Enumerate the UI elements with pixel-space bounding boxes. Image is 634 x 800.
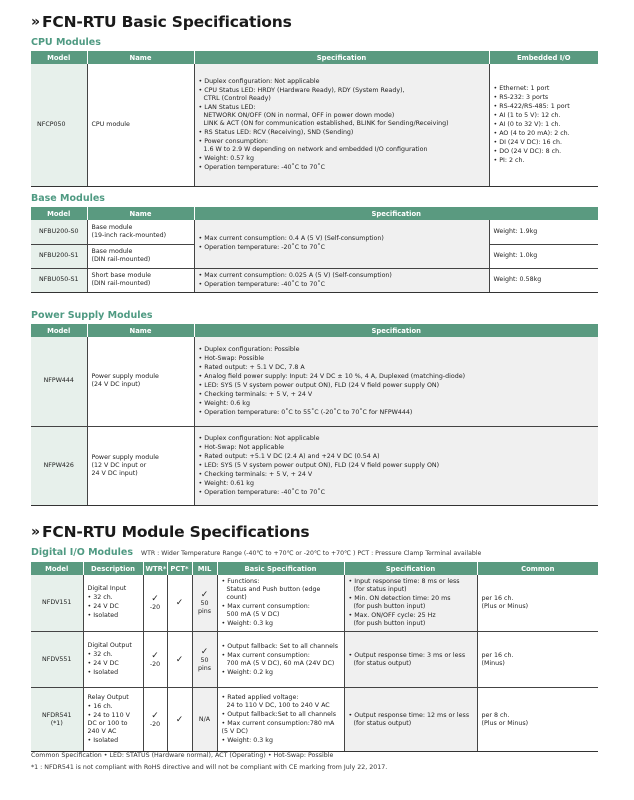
check-icon: ✓ — [151, 650, 159, 661]
col-header: Specification — [194, 324, 598, 337]
col-header: Model — [31, 51, 87, 64]
list-item: • Weight: 0.3 kg — [222, 737, 340, 745]
col-header: Embedded I/O — [489, 51, 598, 64]
table-row — [31, 688, 598, 752]
list-item: • Hot-Swap: Not applicable — [199, 444, 595, 452]
page-title-module: » FCN-RTU Module Specifications — [31, 523, 310, 541]
list-item: • Isolated — [88, 737, 139, 745]
common-specification-note: Common Specification • LED: STATUS (Hardware normal), ACT (Operating) • Hot-Swap: Possible — [31, 752, 334, 759]
wtr-cell: ✓ -20 — [143, 575, 167, 632]
name-cell: CPU module — [87, 64, 194, 186]
wtr-cell: ✓ -20 — [143, 632, 167, 688]
col-header: Description — [83, 562, 143, 575]
table-header-row — [31, 51, 598, 64]
list-item: • Input response time: 8 ms or less (for status input) — [349, 578, 473, 594]
table-header-row — [31, 207, 598, 220]
list-item: • 24 V DC — [88, 603, 139, 611]
check-icon: ✓ — [200, 590, 209, 600]
table-header-row — [31, 324, 598, 337]
col-header: MIL — [192, 562, 217, 575]
weight-cell: Weight: 0.58kg — [489, 268, 598, 292]
list-item: • Duplex configuration: Possible — [199, 346, 595, 354]
common-cell: per 8 ch. (Plus or Minus) — [477, 688, 598, 752]
weight-cell: Weight: 1.0kg — [489, 244, 598, 268]
list-item: • Operation temperature: 0˚C to 55˚C (-20˚C to 70˚C for NFPW444) — [199, 409, 595, 417]
list-item: • 24 to 110 V DC or 100 to 240 V AC — [88, 712, 139, 736]
name-cell: Power supply module (24 V DC input) — [87, 337, 194, 426]
spec-cell — [194, 220, 489, 268]
list-item: • 16 ch. — [88, 703, 139, 711]
table-row — [31, 337, 598, 426]
section-heading-cpu: CPU Modules — [31, 37, 101, 48]
list-item: • Min. ON detection time: 20 ms (for push button input) — [349, 595, 473, 611]
list-item: • Max current consumption: 500 mA (5 V DC) — [222, 603, 340, 619]
list-item: • Rated output: +5.1 V DC (2.4 A) and +24 V DC (0.54 A) — [199, 453, 595, 461]
model-cell: NFBU050-S1 — [31, 268, 87, 292]
section-heading-power: Power Supply Modules — [31, 310, 153, 321]
list-item: • Output fallback: Set to all channels — [222, 643, 340, 651]
name-cell: Short base module (DIN rail-mounted) — [87, 268, 194, 292]
list-item: • RS-232: 3 ports — [494, 94, 595, 102]
name-cell: Power supply module (12 V DC input or 24 V DC input) — [87, 426, 194, 505]
list-item: • Hot-Swap: Possible — [199, 355, 595, 363]
list-item: • Ethernet: 1 port — [494, 85, 595, 93]
table-row — [31, 220, 598, 244]
col-header: Specification — [194, 51, 489, 64]
col-header: PCT* — [167, 562, 192, 575]
mil-cell: ✓ 50 pins — [192, 632, 217, 688]
check-icon: ✓ — [151, 594, 159, 604]
mil-cell: ✓ 50 pins — [192, 575, 217, 632]
list-item: • RS Status LED: RCV (Receiving), SND (Sending) — [199, 129, 485, 137]
base-table — [31, 207, 598, 293]
list-item: • Power consumption: 1.6 W to 2.9 W depending on network and embedded I/O configuration — [199, 138, 485, 154]
spec-cell — [194, 426, 598, 505]
col-header: Specification — [194, 207, 598, 220]
pct-cell — [167, 632, 192, 688]
model-cell: NFDR541 (*1) — [31, 688, 83, 752]
spec-cell — [344, 632, 477, 688]
model-cell: NFPW426 — [31, 426, 87, 505]
list-item: • Weight: 0.2 kg — [222, 669, 340, 677]
list-item: • Weight: 0.61 kg — [199, 480, 595, 488]
weight-cell: Weight: 1.9kg — [489, 220, 598, 244]
spec-cell — [344, 688, 477, 752]
common-cell: per 16 ch. (Minus) — [477, 632, 598, 688]
legend-note: WTR : Wider Temperature Range (-40℃ to +70℃ or -20℃ to +70℃ ) PCT : Pressure Clamp Terminal available — [141, 550, 482, 557]
model-cell: NFDV151 — [31, 575, 83, 632]
list-item: • AI (1 to 5 V): 12 ch. — [494, 112, 595, 120]
list-item: • AI (0 to 32 V): 1 ch. — [494, 121, 595, 129]
list-item: • Max current consumption: 700 mA (5 V DC), 60 mA (24V DC) — [222, 652, 340, 668]
check-icon: ✓ — [175, 598, 184, 608]
col-header: Name — [87, 207, 194, 220]
list-item: • Functions: Status and Push button (edge count) — [222, 578, 340, 602]
table-row — [31, 268, 598, 292]
description-cell: Digital Output • 32 ch. • 24 V DC • Isolated — [83, 632, 143, 688]
embedded-io-cell — [489, 64, 598, 186]
list-item: • Output response time: 3 ms or less (for status output) — [349, 652, 473, 668]
wtr-cell: ✓ -20 — [143, 688, 167, 752]
list-item: • AO (4 to 20 mA): 2 ch. — [494, 130, 595, 138]
list-item: • Max current consumption: 0.4 A (5 V) (Self-consumption) — [199, 235, 485, 243]
page-title-basic: » FCN-RTU Basic Specifications — [31, 13, 292, 31]
spec-cell — [194, 268, 489, 292]
model-cell: NFBU200-S0 — [31, 220, 87, 244]
list-item: • Operation temperature: -40˚C to 70˚C — [199, 281, 485, 289]
list-item: • CPU Status LED: HRDY (Hardware Ready), RDY (System Ready), CTRL (Control Ready) — [199, 87, 485, 103]
list-item: • DI (24 V DC): 16 ch. — [494, 139, 595, 147]
list-item: • DO (24 V DC): 8 ch. — [494, 148, 595, 156]
basic-spec-cell — [217, 688, 344, 752]
cpu-table — [31, 51, 598, 187]
list-item: • Rated output: + 5.1 V DC, 7.8 A — [199, 364, 595, 372]
list-item: • Output response time: 12 ms or less (for status output) — [349, 712, 473, 728]
list-item: • Max. ON/OFF cycle: 25 Hz (for push button input) — [349, 612, 473, 628]
list-item: • LED: SYS (5 V system power output ON), FLD (24 V field power supply ON) — [199, 462, 595, 470]
col-header: Name — [87, 51, 194, 64]
list-item: • LED: SYS (5 V system power output ON), FLD (24 V field power supply ON) — [199, 382, 595, 390]
list-item: • Analog field power supply: Input: 24 V DC ± 10 %, 4 A, Duplexed (matching-diode) — [199, 373, 595, 381]
col-header: Common — [477, 562, 598, 575]
col-header: Basic Specification — [217, 562, 344, 575]
pct-cell — [167, 688, 192, 752]
pct-cell — [167, 575, 192, 632]
table-row — [31, 575, 598, 632]
spec-cell — [344, 575, 477, 632]
list-item: • Operation temperature: -40˚C to 70˚C — [199, 489, 595, 497]
list-item: • Checking terminals: + 5 V, + 24 V — [199, 391, 595, 399]
table-header-row — [31, 562, 598, 575]
table-row — [31, 426, 598, 505]
list-item: • Isolated — [88, 669, 139, 677]
double-chevron-icon: » — [31, 14, 37, 30]
list-item: • Rated applied voltage: 24 to 110 V DC, 100 to 240 V AC — [222, 694, 340, 710]
model-cell: NFPW444 — [31, 337, 87, 426]
double-chevron-icon: » — [31, 524, 37, 540]
model-cell: NFCP050 — [31, 64, 87, 186]
spec-cell — [194, 64, 489, 186]
check-icon: ✓ — [200, 646, 209, 657]
list-item: • Max current consumption:780 mA (5 V DC) — [222, 720, 340, 736]
list-item: • Weight: 0.3 kg — [222, 620, 340, 628]
name-cell: Base module (DIN rail-mounted) — [87, 244, 194, 268]
check-icon: ✓ — [175, 654, 184, 665]
list-item: • 32 ch. — [88, 651, 139, 659]
check-icon: ✓ — [175, 714, 184, 725]
name-cell: Base module (19-inch rack-mounted) — [87, 220, 194, 244]
table-row — [31, 64, 598, 186]
list-item: • Weight: 0.57 kg — [199, 155, 485, 163]
footnote: *1 : NFDR541 is not compliant with RoHS directive and will not be compliant with CE marking from July 22, 2017. — [31, 764, 388, 771]
section-heading-base: Base Modules — [31, 193, 105, 204]
model-cell: NFBU200-S1 — [31, 244, 87, 268]
list-item: • RS-422/RS-485: 1 port — [494, 103, 595, 111]
col-header: Model — [31, 324, 87, 337]
basic-spec-cell — [217, 632, 344, 688]
col-header: Name — [87, 324, 194, 337]
common-cell: per 16 ch. (Plus or Minus) — [477, 575, 598, 632]
col-header: WTR* — [143, 562, 167, 575]
mil-cell: N/A — [192, 688, 217, 752]
model-cell: NFDV551 — [31, 632, 83, 688]
list-item: • Isolated — [88, 612, 139, 620]
description-cell: Digital Input • 32 ch. • 24 V DC • Isolated — [83, 575, 143, 632]
power-table — [31, 324, 598, 506]
list-item: • Operation temperature: -40˚C to 70˚C — [199, 164, 485, 172]
table-row — [31, 632, 598, 688]
list-item: • Duplex configuration: Not applicable — [199, 435, 595, 443]
basic-spec-cell — [217, 575, 344, 632]
description-cell: Relay Output • 16 ch. • 24 to 110 V DC or 100 to 240 V AC • Isolated — [83, 688, 143, 752]
list-item: • PI: 2 ch. — [494, 157, 595, 165]
dio-table — [31, 562, 598, 752]
spec-cell — [194, 337, 598, 426]
col-header: Model — [31, 562, 83, 575]
list-item: • LAN Status LED: NETWORK ON/OFF (ON in normal, OFF in power down mode) LINK & ACT (ON for communication established, BLINK for Sending/Receiving) — [199, 104, 485, 128]
list-item: • Max current consumption: 0.025 A (5 V) (Self-consumption) — [199, 272, 485, 280]
list-item: • Output fallback:Set to all channels — [222, 711, 340, 719]
list-item: • 32 ch. — [88, 594, 139, 602]
col-header: Model — [31, 207, 87, 220]
check-icon: ✓ — [151, 710, 159, 721]
list-item: • Duplex configuration: Not applicable — [199, 78, 485, 86]
section-heading-dio: Digital I/O Modules WTR : Wider Temperature Range (-40℃ to +70℃ or -20℃ to +70℃ ) PCT : Pressure Clamp Terminal available — [31, 547, 482, 558]
list-item: • Weight: 0.6 kg — [199, 400, 595, 408]
list-item: • Operation temperature: -20˚C to 70˚C — [199, 244, 485, 252]
list-item: • 24 V DC — [88, 660, 139, 668]
col-header: Specification — [344, 562, 477, 575]
list-item: • Checking terminals: + 5 V, + 24 V — [199, 471, 595, 479]
